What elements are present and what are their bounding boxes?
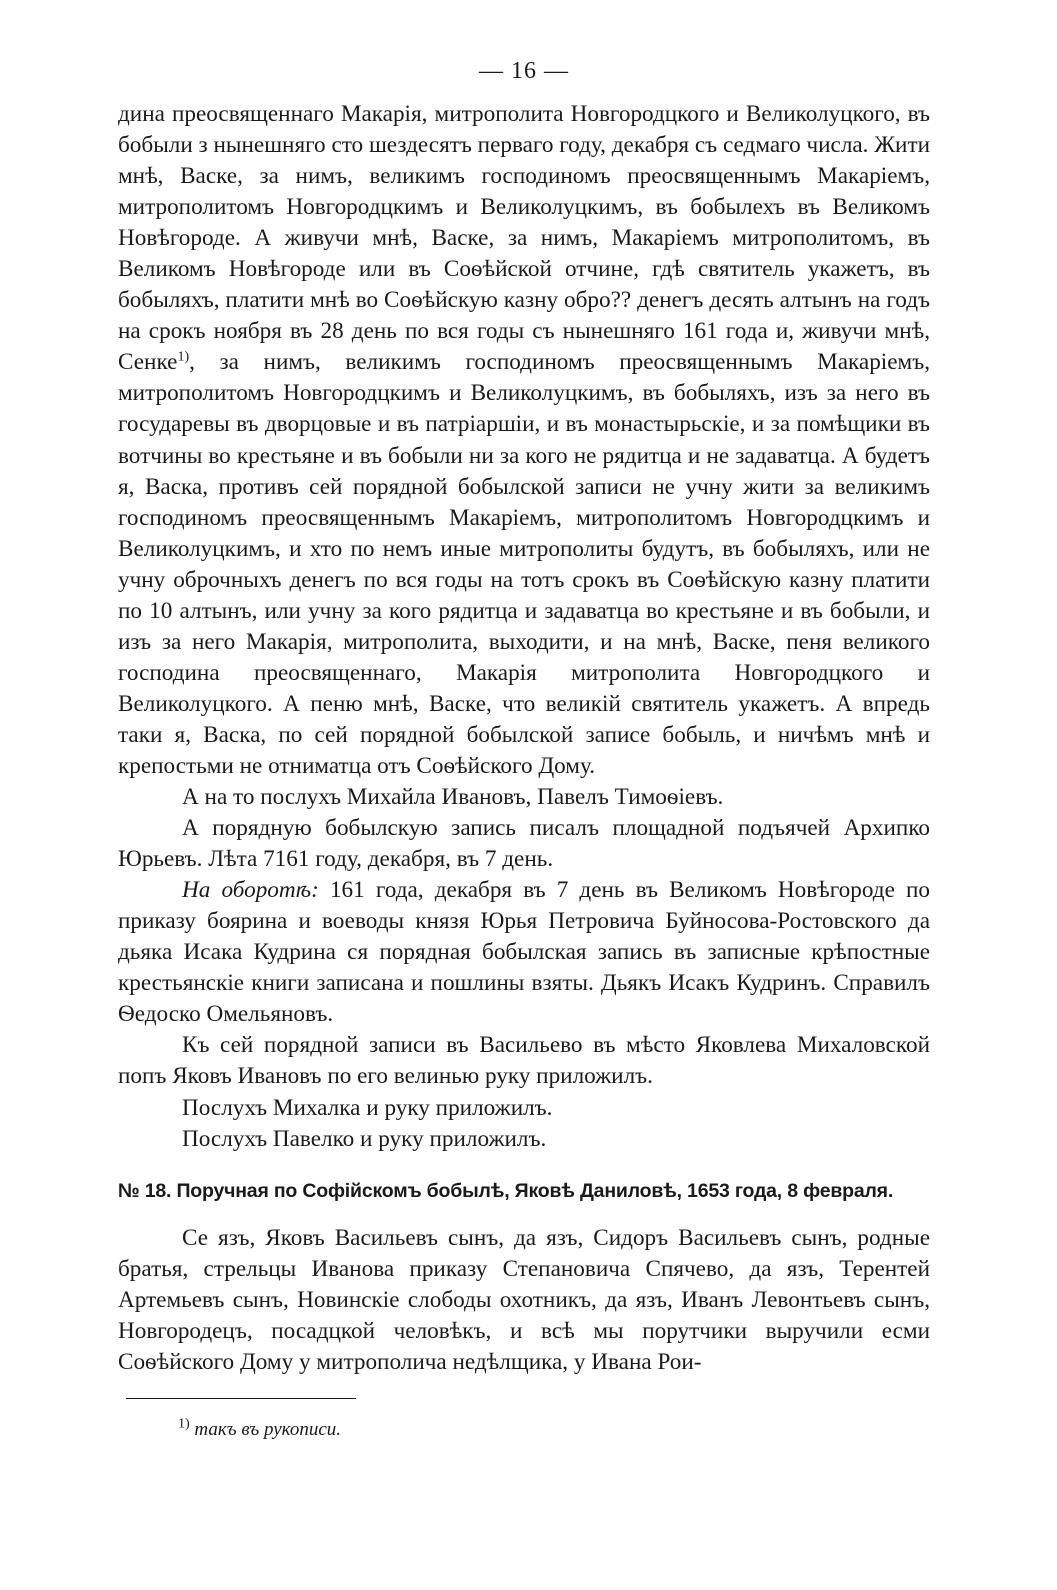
reverse-label: На оборотѣ: [182,877,319,904]
footnote-ref: 1) [177,349,190,365]
paragraph-signature-witness-1: Послухъ Михалка и руку приложилъ. [182,1094,553,1121]
document-page [118,58,930,1443]
footnote-marker: 1) [178,1416,190,1432]
page-number: — 16 — [479,58,569,84]
paragraph-reverse: На оборотѣ: 161 года, декабря въ 7 день въ Великомъ Новѣгороде по приказу боярина и воеводы князя Юрья Петровича Буйносова-Ростовского да дьяка Исака Кудрина ся порядная бобылская запись въ записные крѣпостные крестьянскіе книги записана и пошлины взяты. Дьякъ Исакъ Кудринъ. Справилъ Ѳедоско Омельяновъ. [118,877,930,1028]
footnote [118,1417,930,1443]
footnote-text: такъ въ рукописи. [194,1418,342,1440]
paragraph-signature-witness-2: Послухъ Павелко и руку приложилъ. [182,1125,547,1152]
paragraph-1: дина преосвященнаго Макарія, митрополита Новгородцкого и Великолуцкого, въ бобыли з нынешняго сто шездесятъ перваго году, декабря съ седмаго числа. Жити мнѣ, Васке, за нимъ, великимъ господиномъ преосвященнымъ Макаріемъ, митрополитомъ Новгородцкимъ и Великолуцкимъ, въ бобылехъ въ Великомъ Новѣгороде. А живучи мнѣ, Васке, за нимъ, Макаріемъ митрополитомъ, въ Великомъ Новѣгороде или въ Соѳѣйской отчине, гдѣ святитель укажетъ, въ бобыляхъ, платити мнѣ во Соѳѣйскую казну обро?? денегъ десять алтынъ на годъ на срокъ ноября въ 28 день по вся годы съ нынешняго 161 года и, живучи мнѣ, Сенке$^{1)}$, за нимъ, великимъ господиномъ преосвященнымъ Макаріемъ, митрополитомъ Новгородцкимъ и Великолуцкимъ, въ бобыляхъ, изъ за него въ государевы въ дворцовые и въ патріаршіи, и въ монастырьскіе, и за помѣщики въ вотчины во крестьяне и въ бобыли ни за кого не рядитца и не задаватца. А будетъ я, Васка, противъ сей порядной бобылской записи не учну жити за великимъ господиномъ преосвященнымъ Макаріемъ, митрополитомъ Новгородцкимъ и Великолуцкимъ, и хто по немъ иные митрополиты будутъ, въ бобыляхъ, или не учну оброчныхъ денегъ по вся годы на тотъ срокъ въ Соѳѣйскую казну платити по 10 алтынъ, или учну за кого рядитца и задаватца во крестьяне и въ бобыли, и изъ за него Макарія, митрополита, выходити, и на мнѣ, Васке, пеня великого господина преосвященнаго, Макарія митрополита Новгородцкого и Великолуцкого. А пеню мнѣ, Васке, что великій святитель укажетъ. А впредь таки я, Васка, по сей порядной бобылской записе бобыль, и ничѣмъ мнѣ и крепостьми не отниматца отъ Соѳѣйского Дому. [118,101,931,779]
section-paragraph: Се язъ, Яковъ Васильевъ сынъ, да язъ, Сидоръ Васильевъ сынъ, родные братья, стрельцы Иванова приказу Степановича Спячево, да язъ, Терентей Артемьевъ сынъ, Новинскіе слободы охотникъ, да язъ, Иванъ Левонтьевъ сынъ, Новгородецъ, посадцкой человѣкъ, и всѣ мы порутчики выручили есми Соѳѣйского Дому у митрополича недѣлщика, у Ивана Рои- [118,1224,930,1375]
footnote-divider [126,1398,356,1399]
paragraph-scribe: А порядную бобылскую запись писалъ площадной подъячей Архипко Юрьевъ. Лѣта 7161 году, декабря, въ 7 день. [118,815,930,873]
paragraph-witnesses: А на то послухъ Михайла Ивановъ, Павелъ Тимоѳіевъ. [182,784,724,811]
section-heading: № 18. Поручная по Софійскомъ бобылѣ, Яковѣ Даниловѣ, 1653 года, 8 февраля. [118,1179,894,1202]
paragraph-signature-priest: Къ сей порядной записи въ Васильево въ мѣсто Яковлева Михаловской попъ Яковъ Ивановъ по его велинью руку приложилъ. [118,1032,930,1090]
